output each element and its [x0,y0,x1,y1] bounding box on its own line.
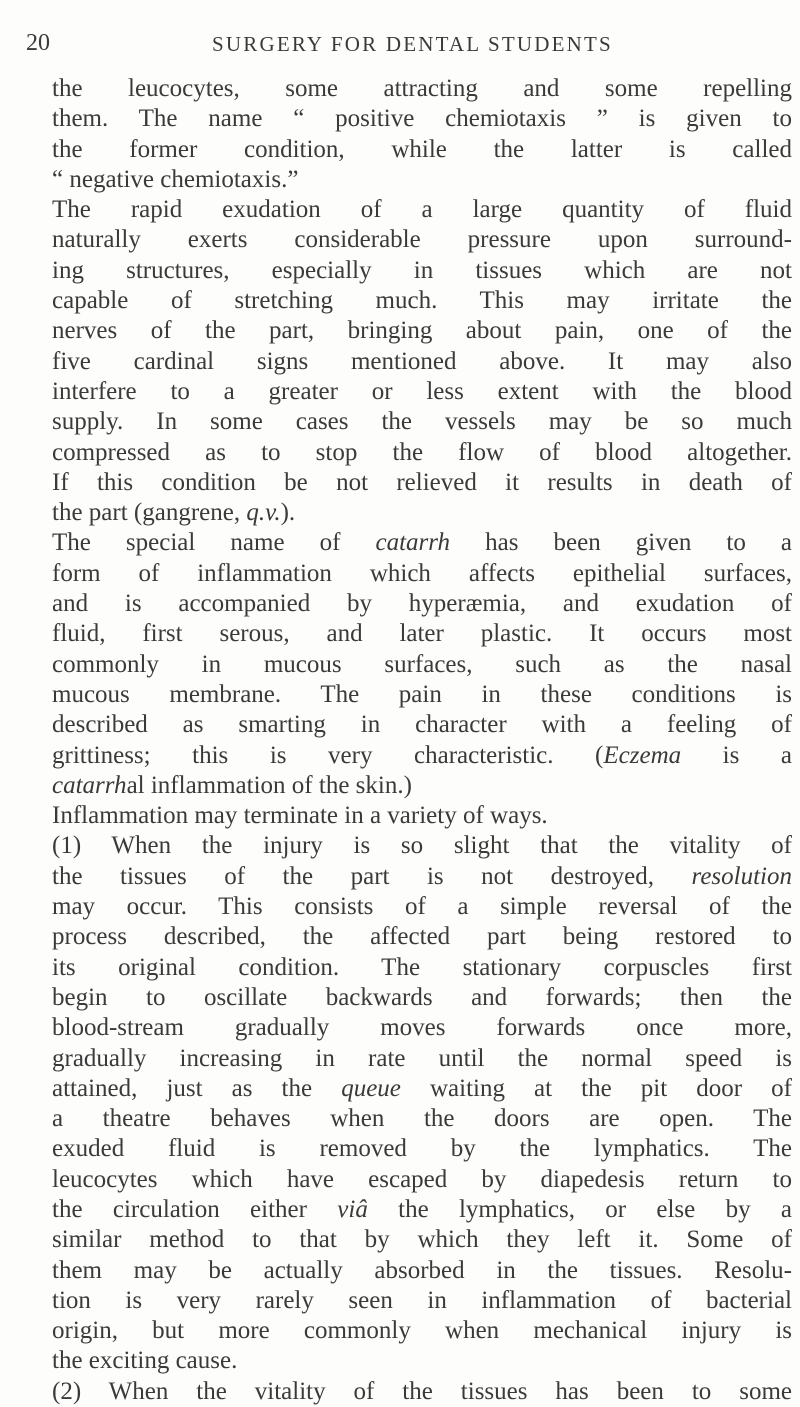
text-line: “ negative chemiotaxis.” [52,165,299,193]
text-line: commonly in mucous surfaces, such as the nasal [52,650,792,678]
text-line: grittiness; this is very characteristic. (Eczema is a [52,741,792,769]
text-line: supply. In some cases the vessels may be so much [52,408,792,436]
text-line: The special name of catarrh has been given to a [52,529,792,557]
text-line: the leucocytes, some attracting and some repelling [52,75,792,102]
text-line: begin to oscillate backwards and forwards; then the [52,983,792,1011]
text-line: the tissues of the part is not destroyed, resolution [52,862,792,890]
text-line: If this condition be not relieved it results in death of [52,468,792,496]
text-line: mucous membrane. The pain in these conditions is [52,680,792,708]
text-line: naturally exerts considerable pressure upon surround- [52,226,792,254]
text-line: nerves of the part, bringing about pain, one of the [52,317,792,345]
text-line: leucocytes which have escaped by diapedesis return to [52,1165,792,1193]
text-line: them may be actually absorbed in the tissues. Resolu- [52,1256,792,1284]
text-line: its original condition. The stationary corpuscles first [52,953,792,981]
text-line: capable of stretching much. This may irritate the [52,287,792,315]
text-line: may occur. This consists of a simple reversal of the [52,893,792,921]
text-line: gradually increasing in rate until the normal speed is [52,1044,792,1072]
text-line: ing structures, especially in tissues which are not [52,256,792,284]
text-line: the part (gangrene, q.v.). [52,499,296,527]
text-line: process described, the affected part being restored to [52,923,792,951]
text-line: them. The name “ positive chemiotaxis ” is given to [52,105,792,133]
text-line: blood-stream gradually moves forwards once more, [52,1014,792,1042]
text-line: catarrhal inflammation of the skin.) [52,771,412,799]
text-line: exuded fluid is removed by the lymphatics. The [52,1135,792,1163]
text-line: the former condition, while the latter is called [52,135,792,163]
running-title: SURGERY FOR DENTAL STUDENTS [212,32,613,56]
text-line: the circulation either viâ the lymphatics, or else by a [52,1195,792,1223]
text-line: origin, but more commonly when mechanical injury is [52,1317,792,1345]
text-line: described as smarting in character with a feeling of [52,711,792,739]
text-line: (2) When the vitality of the tissues has been to some [52,1377,792,1405]
page-number: 20 [26,30,50,56]
text-line: The rapid exudation of a large quantity of fluid [52,196,792,224]
text-line: five cardinal signs mentioned above. It may also [52,347,792,375]
text-line: and is accompanied by hyperæmia, and exudation of [52,590,792,618]
text-line: (1) When the injury is so slight that the vitality of [52,832,792,860]
text-line: the exciting cause. [52,1347,238,1375]
text-line: Inflammation may terminate in a variety of ways. [52,802,548,830]
text-line: attained, just as the queue waiting at the pit door of [52,1074,792,1102]
text-line: a theatre behaves when the doors are open. The [52,1105,792,1133]
text-line: tion is very rarely seen in inflammation of bacterial [52,1286,792,1314]
text-line: compressed as to stop the flow of blood altogether. [52,438,792,466]
text-line: similar method to that by which they left it. Some of [52,1226,792,1254]
text-line: fluid, first serous, and later plastic. It occurs most [52,620,792,648]
text-line: form of inflammation which affects epithelial surfaces, [52,559,792,587]
running-head [26,30,790,60]
text-line: interfere to a greater or less extent with the blood [52,377,792,405]
body-text [52,74,792,1407]
